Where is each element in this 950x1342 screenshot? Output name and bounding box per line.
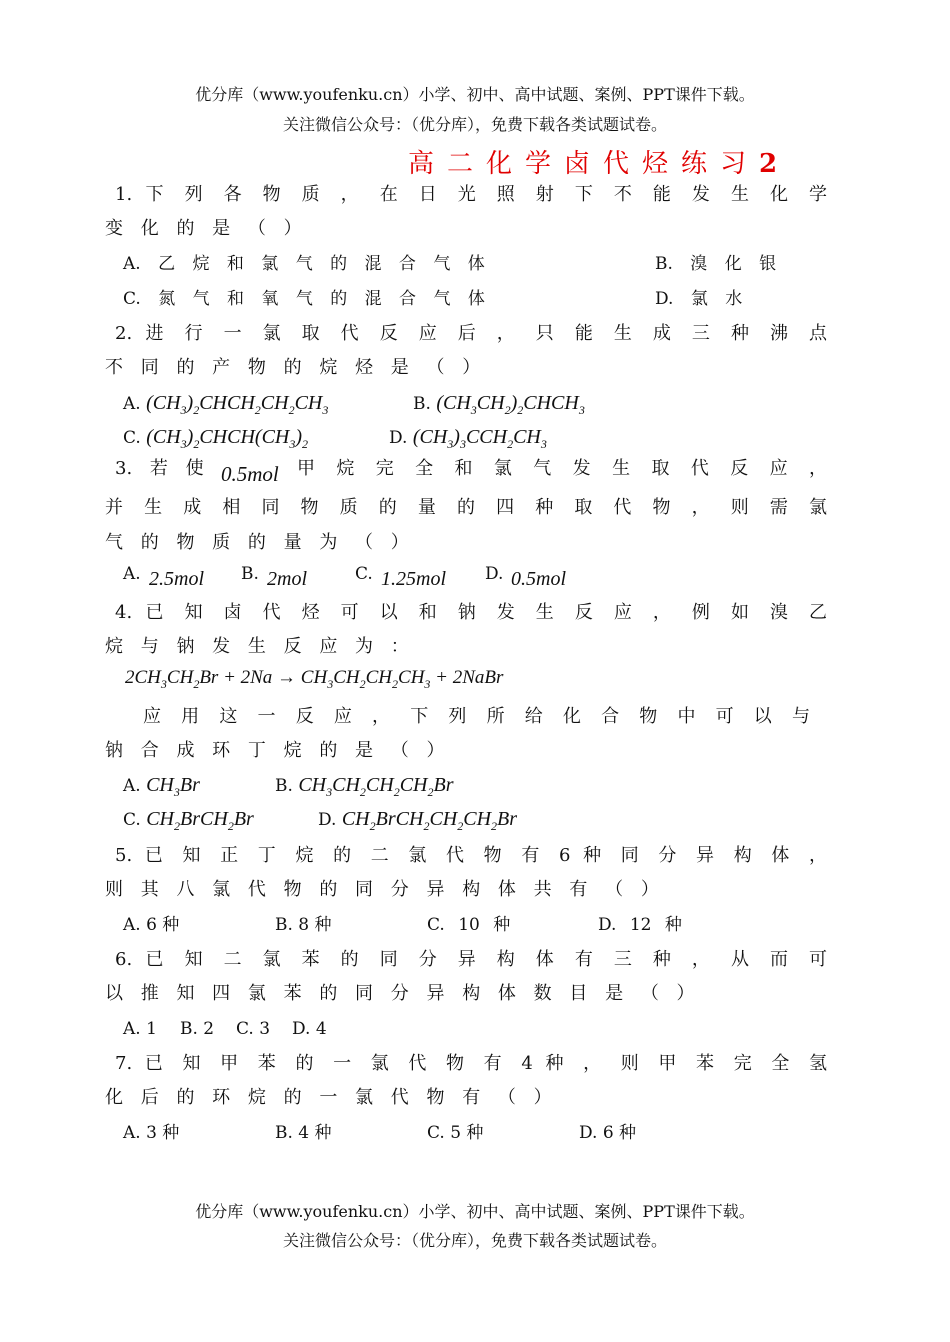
footer-line-2: 关注微信公众号：（优分库），免费下载各类试题试卷。 — [282, 1231, 667, 1250]
q3-option-b: 2mol — [267, 568, 307, 590]
header-line-2: 关注微信公众号：（优分库），免费下载各类试题试卷。 — [282, 115, 667, 134]
q1-option-d: D. 氯 水 — [655, 289, 743, 309]
q7-stem-line-2: 化 后 的 环 烷 的 一 氯 代 物 有 （ ） — [105, 1087, 552, 1108]
q6-option-b: B. 2 — [180, 1019, 215, 1039]
q4-option-a-label: A. — [123, 776, 141, 796]
q4-option-c-label: C. — [123, 810, 141, 830]
q3-option-c: 1.25mol — [381, 568, 446, 590]
q7-option-c: C. 5 种 — [427, 1123, 484, 1143]
q3-option-a-label: A. — [123, 564, 141, 584]
q4-option-c-formula: $CH_2BrCH_2Br$ — [146, 808, 254, 833]
q4-stem-line-3: 应 用 这 一 反 应 ， 下 列 所 给 化 合 物 中 可 以 与 — [143, 706, 810, 727]
header-line-1: 优分库（www.youfenku.cn）小学、初中、高中试题、案例、PPT课件下载。 — [195, 85, 755, 104]
q2-option-d — [389, 424, 547, 457]
q3-option-a: 2.5mol — [149, 568, 204, 590]
q4-option-b-formula: $CH_3CH_2CH_2CH_2Br$ — [298, 774, 454, 799]
q4-option-b-label: B. — [275, 776, 293, 796]
q3-stem-start: 3. 若 使 — [115, 458, 204, 479]
q5-option-d: D. 12 种 — [598, 915, 682, 935]
q2-stem-line-2: 不 同 的 产 物 的 烷 烃 是 （ ） — [105, 357, 481, 378]
q6-stem-line-2: 以 推 知 四 氯 苯 的 同 分 异 构 体 数 目 是 （ ） — [105, 983, 695, 1004]
q1-option-a: A. 乙 烷 和 氯 气 的 混 合 气 体 — [123, 254, 485, 274]
q4-option-d-label: D. — [318, 810, 337, 830]
q6-option-d: D. 4 — [292, 1019, 327, 1039]
q3-option-c-label: C. — [355, 564, 373, 584]
q2-option-d-label: D. — [389, 428, 408, 448]
q4-option-b — [275, 772, 454, 805]
q2-option-b-label: B. — [413, 394, 431, 414]
q2-option-c-label: C. — [123, 428, 141, 448]
page-title — [408, 143, 777, 180]
q3-option-d-label: D. — [485, 564, 504, 584]
q2-option-c-formula: $(CH_3)_2CHCH(CH_3)_2$ — [146, 426, 309, 451]
q2-option-b — [413, 390, 585, 423]
q3-stem-line-3: 气 的 物 质 的 量 为 （ ） — [105, 532, 409, 553]
q6-option-a: A. 1 — [123, 1019, 157, 1039]
q1-option-c: C. 氮 气 和 氧 气 的 混 合 气 体 — [123, 289, 485, 309]
q5-option-c: C. 10 种 — [427, 915, 511, 935]
q3-option-b-label: B. — [241, 564, 259, 584]
q7-option-a: A. 3 种 — [123, 1123, 180, 1143]
q4-reaction-equation: $2CH_3CH_2Br + 2Na \to CH_3CH_2CH_2CH_3$ + 2NaBr — [125, 667, 504, 691]
q6-stem-line-1: 6. 已 知 二 氯 苯 的 同 分 异 构 体 有 三 种 ， 从 而 可 — [115, 949, 827, 970]
q5-option-b: B. 8 种 — [275, 915, 332, 935]
q5-stem-line-2: 则 其 八 氯 代 物 的 同 分 异 构 体 共 有 （ ） — [105, 879, 659, 900]
q1-option-b: B. 溴 化 银 — [655, 254, 777, 274]
q2-option-b-formula: $(CH_3CH_2)_2CHCH_3$ — [436, 392, 585, 417]
q4-option-d-formula: $CH_2BrCH_2CH_2CH_2Br$ — [341, 808, 518, 833]
q2-option-a-formula: $(CH_3)_2CHCH_2CH_2CH_3$ — [146, 392, 329, 417]
q2-option-d-formula: $(CH_3)_3CCH_2CH_3$ — [412, 426, 547, 451]
q7-option-b: B. 4 种 — [275, 1123, 332, 1143]
q7-stem-line-1: 7. 已 知 甲 苯 的 一 氯 代 物 有 4 种 ， 则 甲 苯 完 全 氢 — [115, 1053, 827, 1074]
q3-stem-line-1: 甲 烷 完 全 和 氯 气 发 生 取 代 反 应 ， — [297, 458, 827, 479]
q2-stem-line-1: 2. 进 行 一 氯 取 代 反 应 后 ， 只 能 生 成 三 种 沸 点 — [115, 323, 827, 344]
q2-option-c — [123, 424, 308, 457]
q3-stem-line-2: 并 生 成 相 同 物 质 的 量 的 四 种 取 代 物 ， 则 需 氯 — [105, 497, 827, 518]
q2-option-a-label: A. — [123, 394, 141, 414]
q4-stem-line-2: 烷 与 钠 发 生 反 应 为 ： — [105, 636, 409, 657]
q2-option-a — [123, 390, 328, 423]
q5-stem-line-1: 5. 已 知 正 丁 烷 的 二 氯 代 物 有 6 种 同 分 异 构 体 ， — [115, 845, 827, 866]
q1-stem-line-2: 变 化 的 是 （ ） — [105, 218, 302, 239]
q4-option-a — [123, 772, 200, 805]
q6-option-c: C. 3 — [236, 1019, 271, 1039]
q4-option-a-formula: $CH_3Br$ — [146, 774, 200, 799]
q4-option-d — [318, 806, 517, 839]
footer-line-1: 优分库（www.youfenku.cn）小学、初中、高中试题、案例、PPT课件下载。 — [195, 1202, 755, 1221]
q7-option-d: D. 6 种 — [579, 1123, 637, 1143]
q3-amount: 0.5mol — [221, 462, 279, 486]
q5-option-a: A. 6 种 — [123, 915, 180, 935]
q1-stem-line-1: 1. 下 列 各 物 质 ， 在 日 光 照 射 下 不 能 发 生 化 学 — [115, 184, 827, 205]
q4-option-c — [123, 806, 254, 839]
title-number: 2 — [759, 149, 778, 179]
q4-stem-line-1: 4. 已 知 卤 代 烃 可 以 和 钠 发 生 反 应 ， 例 如 溴 乙 — [115, 602, 827, 623]
q4-stem-line-4: 钠 合 成 环 丁 烷 的 是 （ ） — [105, 740, 445, 761]
q3-option-d: 0.5mol — [511, 568, 566, 590]
title-text: 高二化学卤代烃练习 — [408, 149, 760, 179]
